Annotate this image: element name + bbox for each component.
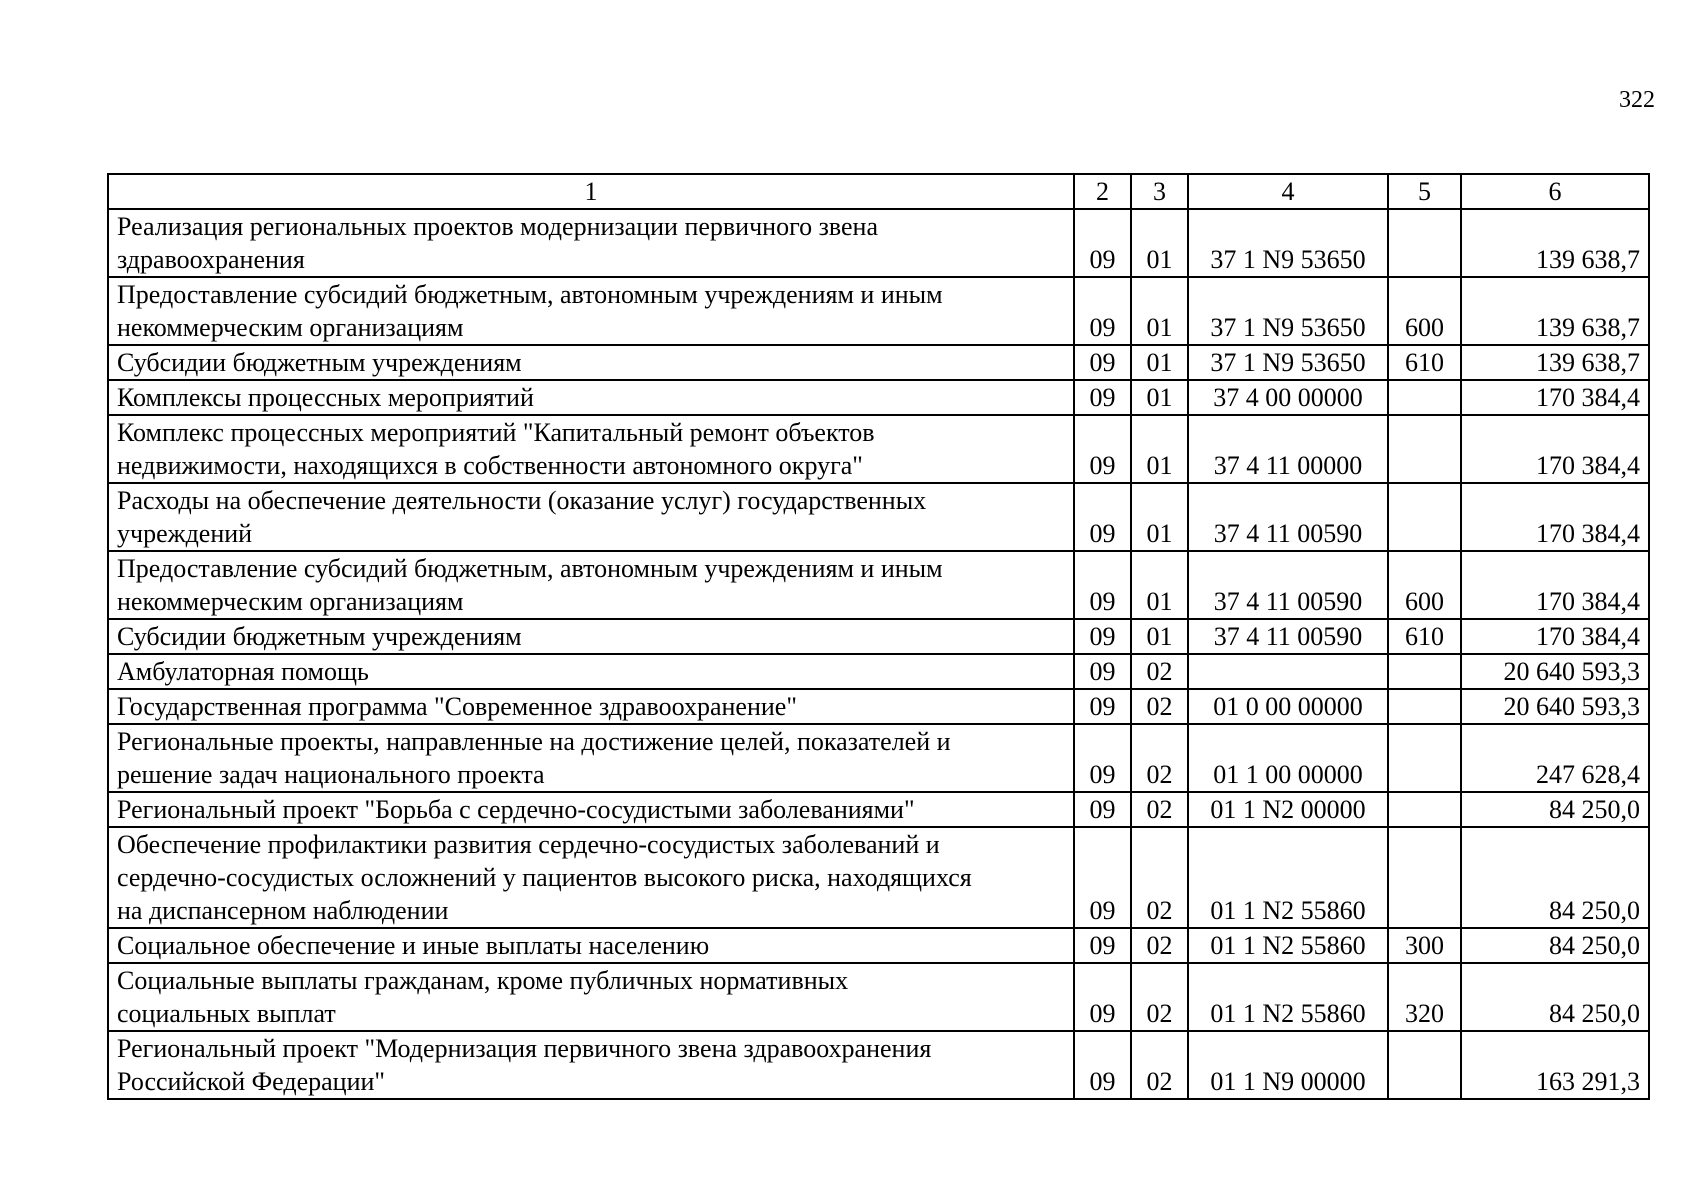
target-article-code: 37 1 N9 53650: [1188, 277, 1388, 345]
row-name-line: сердечно-сосудистых осложнений у пациентов высокого риска, находящихся: [117, 863, 972, 892]
subsection-code: 02: [1131, 689, 1188, 724]
row-name-line: Субсидии бюджетным учреждениям: [117, 348, 522, 377]
section-code: 09: [1074, 1031, 1131, 1099]
table-row: [108, 1031, 1649, 1099]
amount: 170 384,4: [1461, 415, 1649, 483]
target-article-code: 01 1 N2 55860: [1188, 963, 1388, 1031]
amount: 20 640 593,3: [1461, 654, 1649, 689]
subsection-code: 01: [1131, 415, 1188, 483]
row-name-line: Амбулаторная помощь: [117, 657, 369, 686]
row-name: [108, 792, 1074, 827]
table-row: [108, 724, 1649, 792]
amount: 84 250,0: [1461, 827, 1649, 928]
section-code: 09: [1074, 551, 1131, 619]
table-row: [108, 277, 1649, 345]
row-name-line: Расходы на обеспечение деятельности (оказание услуг) государственных: [117, 486, 927, 515]
expense-type-code: 600: [1388, 277, 1461, 345]
section-code: 09: [1074, 619, 1131, 654]
section-code: 09: [1074, 415, 1131, 483]
table-row: [108, 928, 1649, 963]
column-header: 6: [1461, 174, 1649, 209]
table-row: [108, 792, 1649, 827]
row-name: [108, 209, 1074, 277]
column-header: 2: [1074, 174, 1131, 209]
table-row: [108, 654, 1649, 689]
row-name-line: недвижимости, находящихся в собственности автономного округа": [117, 451, 863, 480]
table-row: [108, 551, 1649, 619]
target-article-code: 01 1 N9 00000: [1188, 1031, 1388, 1099]
row-name-line: Предоставление субсидий бюджетным, автономным учреждениям и иным: [117, 554, 943, 583]
row-name: [108, 928, 1074, 963]
section-code: 09: [1074, 654, 1131, 689]
column-header: 5: [1388, 174, 1461, 209]
row-name-line: некоммерческим организациям: [117, 587, 464, 616]
budget-table: [107, 173, 1650, 1100]
column-header: 1: [108, 174, 1074, 209]
amount: 247 628,4: [1461, 724, 1649, 792]
row-name: [108, 689, 1074, 724]
row-name-line: Государственная программа "Современное здравоохранение": [117, 692, 797, 721]
section-code: 09: [1074, 380, 1131, 415]
target-article-code: 01 1 N2 55860: [1188, 827, 1388, 928]
amount: 139 638,7: [1461, 209, 1649, 277]
row-name: [108, 551, 1074, 619]
row-name-line: на диспансерном наблюдении: [117, 896, 449, 925]
amount: 163 291,3: [1461, 1031, 1649, 1099]
amount: 84 250,0: [1461, 792, 1649, 827]
amount: 170 384,4: [1461, 380, 1649, 415]
target-article-code: 37 4 00 00000: [1188, 380, 1388, 415]
target-article-code: 01 1 00 00000: [1188, 724, 1388, 792]
table-header-row: [108, 174, 1649, 209]
table-row: [108, 483, 1649, 551]
row-name: [108, 654, 1074, 689]
row-name-line: учреждений: [117, 519, 253, 548]
expense-type-code: [1388, 654, 1461, 689]
row-name-line: здравоохранения: [117, 245, 305, 274]
subsection-code: 01: [1131, 345, 1188, 380]
amount: 170 384,4: [1461, 483, 1649, 551]
target-article-code: 37 4 11 00590: [1188, 483, 1388, 551]
expense-type-code: [1388, 827, 1461, 928]
expense-type-code: [1388, 380, 1461, 415]
subsection-code: 02: [1131, 928, 1188, 963]
row-name: [108, 619, 1074, 654]
subsection-code: 02: [1131, 963, 1188, 1031]
table-row: [108, 827, 1649, 928]
column-header: 4: [1188, 174, 1388, 209]
subsection-code: 02: [1131, 827, 1188, 928]
table-body: [108, 209, 1649, 1099]
amount: 139 638,7: [1461, 345, 1649, 380]
expense-type-code: 600: [1388, 551, 1461, 619]
row-name-line: Региональный проект "Борьба с сердечно-сосудистыми заболеваниями": [117, 795, 915, 824]
expense-type-code: [1388, 415, 1461, 483]
subsection-code: 01: [1131, 619, 1188, 654]
table-row: [108, 619, 1649, 654]
expense-type-code: 610: [1388, 619, 1461, 654]
subsection-code: 01: [1131, 551, 1188, 619]
section-code: 09: [1074, 277, 1131, 345]
row-name-line: Комплексы процессных мероприятий: [117, 383, 534, 412]
row-name-line: Социальные выплаты гражданам, кроме публичных нормативных: [117, 966, 849, 995]
section-code: 09: [1074, 792, 1131, 827]
section-code: 09: [1074, 345, 1131, 380]
row-name-line: Российской Федерации": [117, 1067, 386, 1096]
row-name: [108, 1031, 1074, 1099]
section-code: 09: [1074, 483, 1131, 551]
subsection-code: 01: [1131, 380, 1188, 415]
row-name: [108, 380, 1074, 415]
expense-type-code: [1388, 209, 1461, 277]
amount: 84 250,0: [1461, 963, 1649, 1031]
section-code: 09: [1074, 209, 1131, 277]
section-code: 09: [1074, 963, 1131, 1031]
row-name-line: решение задач национального проекта: [117, 760, 545, 789]
row-name: [108, 277, 1074, 345]
row-name: [108, 724, 1074, 792]
amount: 170 384,4: [1461, 619, 1649, 654]
amount: 20 640 593,3: [1461, 689, 1649, 724]
target-article-code: 01 0 00 00000: [1188, 689, 1388, 724]
expense-type-code: [1388, 792, 1461, 827]
row-name-line: Региональные проекты, направленные на достижение целей, показателей и: [117, 727, 951, 756]
target-article-code: 37 1 N9 53650: [1188, 209, 1388, 277]
section-code: 09: [1074, 689, 1131, 724]
row-name-line: Обеспечение профилактики развития сердечно-сосудистых заболеваний и: [117, 830, 940, 859]
row-name-line: некоммерческим организациям: [117, 313, 464, 342]
expense-type-code: 610: [1388, 345, 1461, 380]
expense-type-code: 320: [1388, 963, 1461, 1031]
target-article-code: 37 1 N9 53650: [1188, 345, 1388, 380]
table-row: [108, 345, 1649, 380]
table-row: [108, 415, 1649, 483]
expense-type-code: [1388, 483, 1461, 551]
table-row: [108, 963, 1649, 1031]
row-name-line: Предоставление субсидий бюджетным, автономным учреждениям и иным: [117, 280, 943, 309]
target-article-code: 37 4 11 00590: [1188, 551, 1388, 619]
row-name-line: Реализация региональных проектов модернизации первичного звена: [117, 212, 878, 241]
row-name: [108, 415, 1074, 483]
subsection-code: 02: [1131, 654, 1188, 689]
page-number: 322: [1619, 87, 1655, 113]
row-name-line: Комплекс процессных мероприятий "Капитальный ремонт объектов: [117, 418, 875, 447]
expense-type-code: [1388, 689, 1461, 724]
section-code: 09: [1074, 724, 1131, 792]
target-article-code: 01 1 N2 55860: [1188, 928, 1388, 963]
table-row: [108, 209, 1649, 277]
subsection-code: 01: [1131, 209, 1188, 277]
subsection-code: 01: [1131, 277, 1188, 345]
table-row: [108, 689, 1649, 724]
subsection-code: 02: [1131, 792, 1188, 827]
row-name-line: Субсидии бюджетным учреждениям: [117, 622, 522, 651]
target-article-code: [1188, 654, 1388, 689]
subsection-code: 02: [1131, 724, 1188, 792]
expense-type-code: [1388, 724, 1461, 792]
row-name: [108, 827, 1074, 928]
amount: 139 638,7: [1461, 277, 1649, 345]
subsection-code: 02: [1131, 1031, 1188, 1099]
target-article-code: 37 4 11 00590: [1188, 619, 1388, 654]
row-name: [108, 345, 1074, 380]
row-name: [108, 963, 1074, 1031]
expense-type-code: 300: [1388, 928, 1461, 963]
column-header: 3: [1131, 174, 1188, 209]
section-code: 09: [1074, 928, 1131, 963]
target-article-code: 37 4 11 00000: [1188, 415, 1388, 483]
row-name-line: Социальное обеспечение и иные выплаты населению: [117, 931, 710, 960]
table-row: [108, 380, 1649, 415]
subsection-code: 01: [1131, 483, 1188, 551]
row-name-line: социальных выплат: [117, 999, 336, 1028]
section-code: 09: [1074, 827, 1131, 928]
amount: 84 250,0: [1461, 928, 1649, 963]
target-article-code: 01 1 N2 00000: [1188, 792, 1388, 827]
row-name: [108, 483, 1074, 551]
expense-type-code: [1388, 1031, 1461, 1099]
amount: 170 384,4: [1461, 551, 1649, 619]
row-name-line: Региональный проект "Модернизация первичного звена здравоохранения: [117, 1034, 932, 1063]
